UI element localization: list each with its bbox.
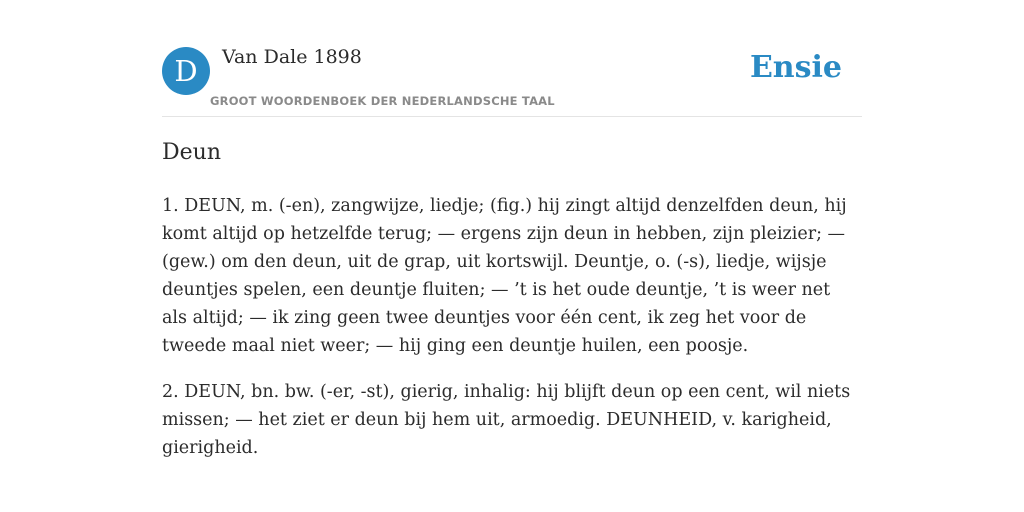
source-title[interactable]: Van Dale 1898 xyxy=(222,46,362,68)
brand-logo[interactable]: Ensie xyxy=(749,50,842,85)
definition-2: 2. DEUN, bn. bw. (-er, -st), gierig, inhalig: hij blijft deun op een cent, wil niets missen; — het ziet er deun bij hem uit, armoedig. DEUNHEID, v. karigheid, gierigheid. xyxy=(162,382,851,458)
entry-body xyxy=(162,192,852,480)
entry-headword: Deun xyxy=(162,140,221,165)
source-subtitle: GROOT WOORDENBOEK DER NEDERLANDSCHE TAAL xyxy=(210,94,555,108)
header xyxy=(162,0,862,117)
source-avatar[interactable]: D xyxy=(162,47,210,95)
definition-1: 1. DEUN, m. (-en), zangwijze, liedje; (fig.) hij zingt altijd denzelfden deun, hij komt altijd op hetzelfde terug; — ergens zijn deun in hebben, zijn pleizier; — (gew.) om den deun, uit de grap, uit kortswijl. Deuntje, o. (-s), liedje, wijsje deuntjes spelen, een deuntje fluiten; — ’t is het oude deuntje, ’t is weer net als altijd; — ik zing geen twee deuntjes voor één cent, ik zeg het voor de tweede maal niet weer; — hij ging een deuntje huilen, een poosje. xyxy=(162,196,847,356)
